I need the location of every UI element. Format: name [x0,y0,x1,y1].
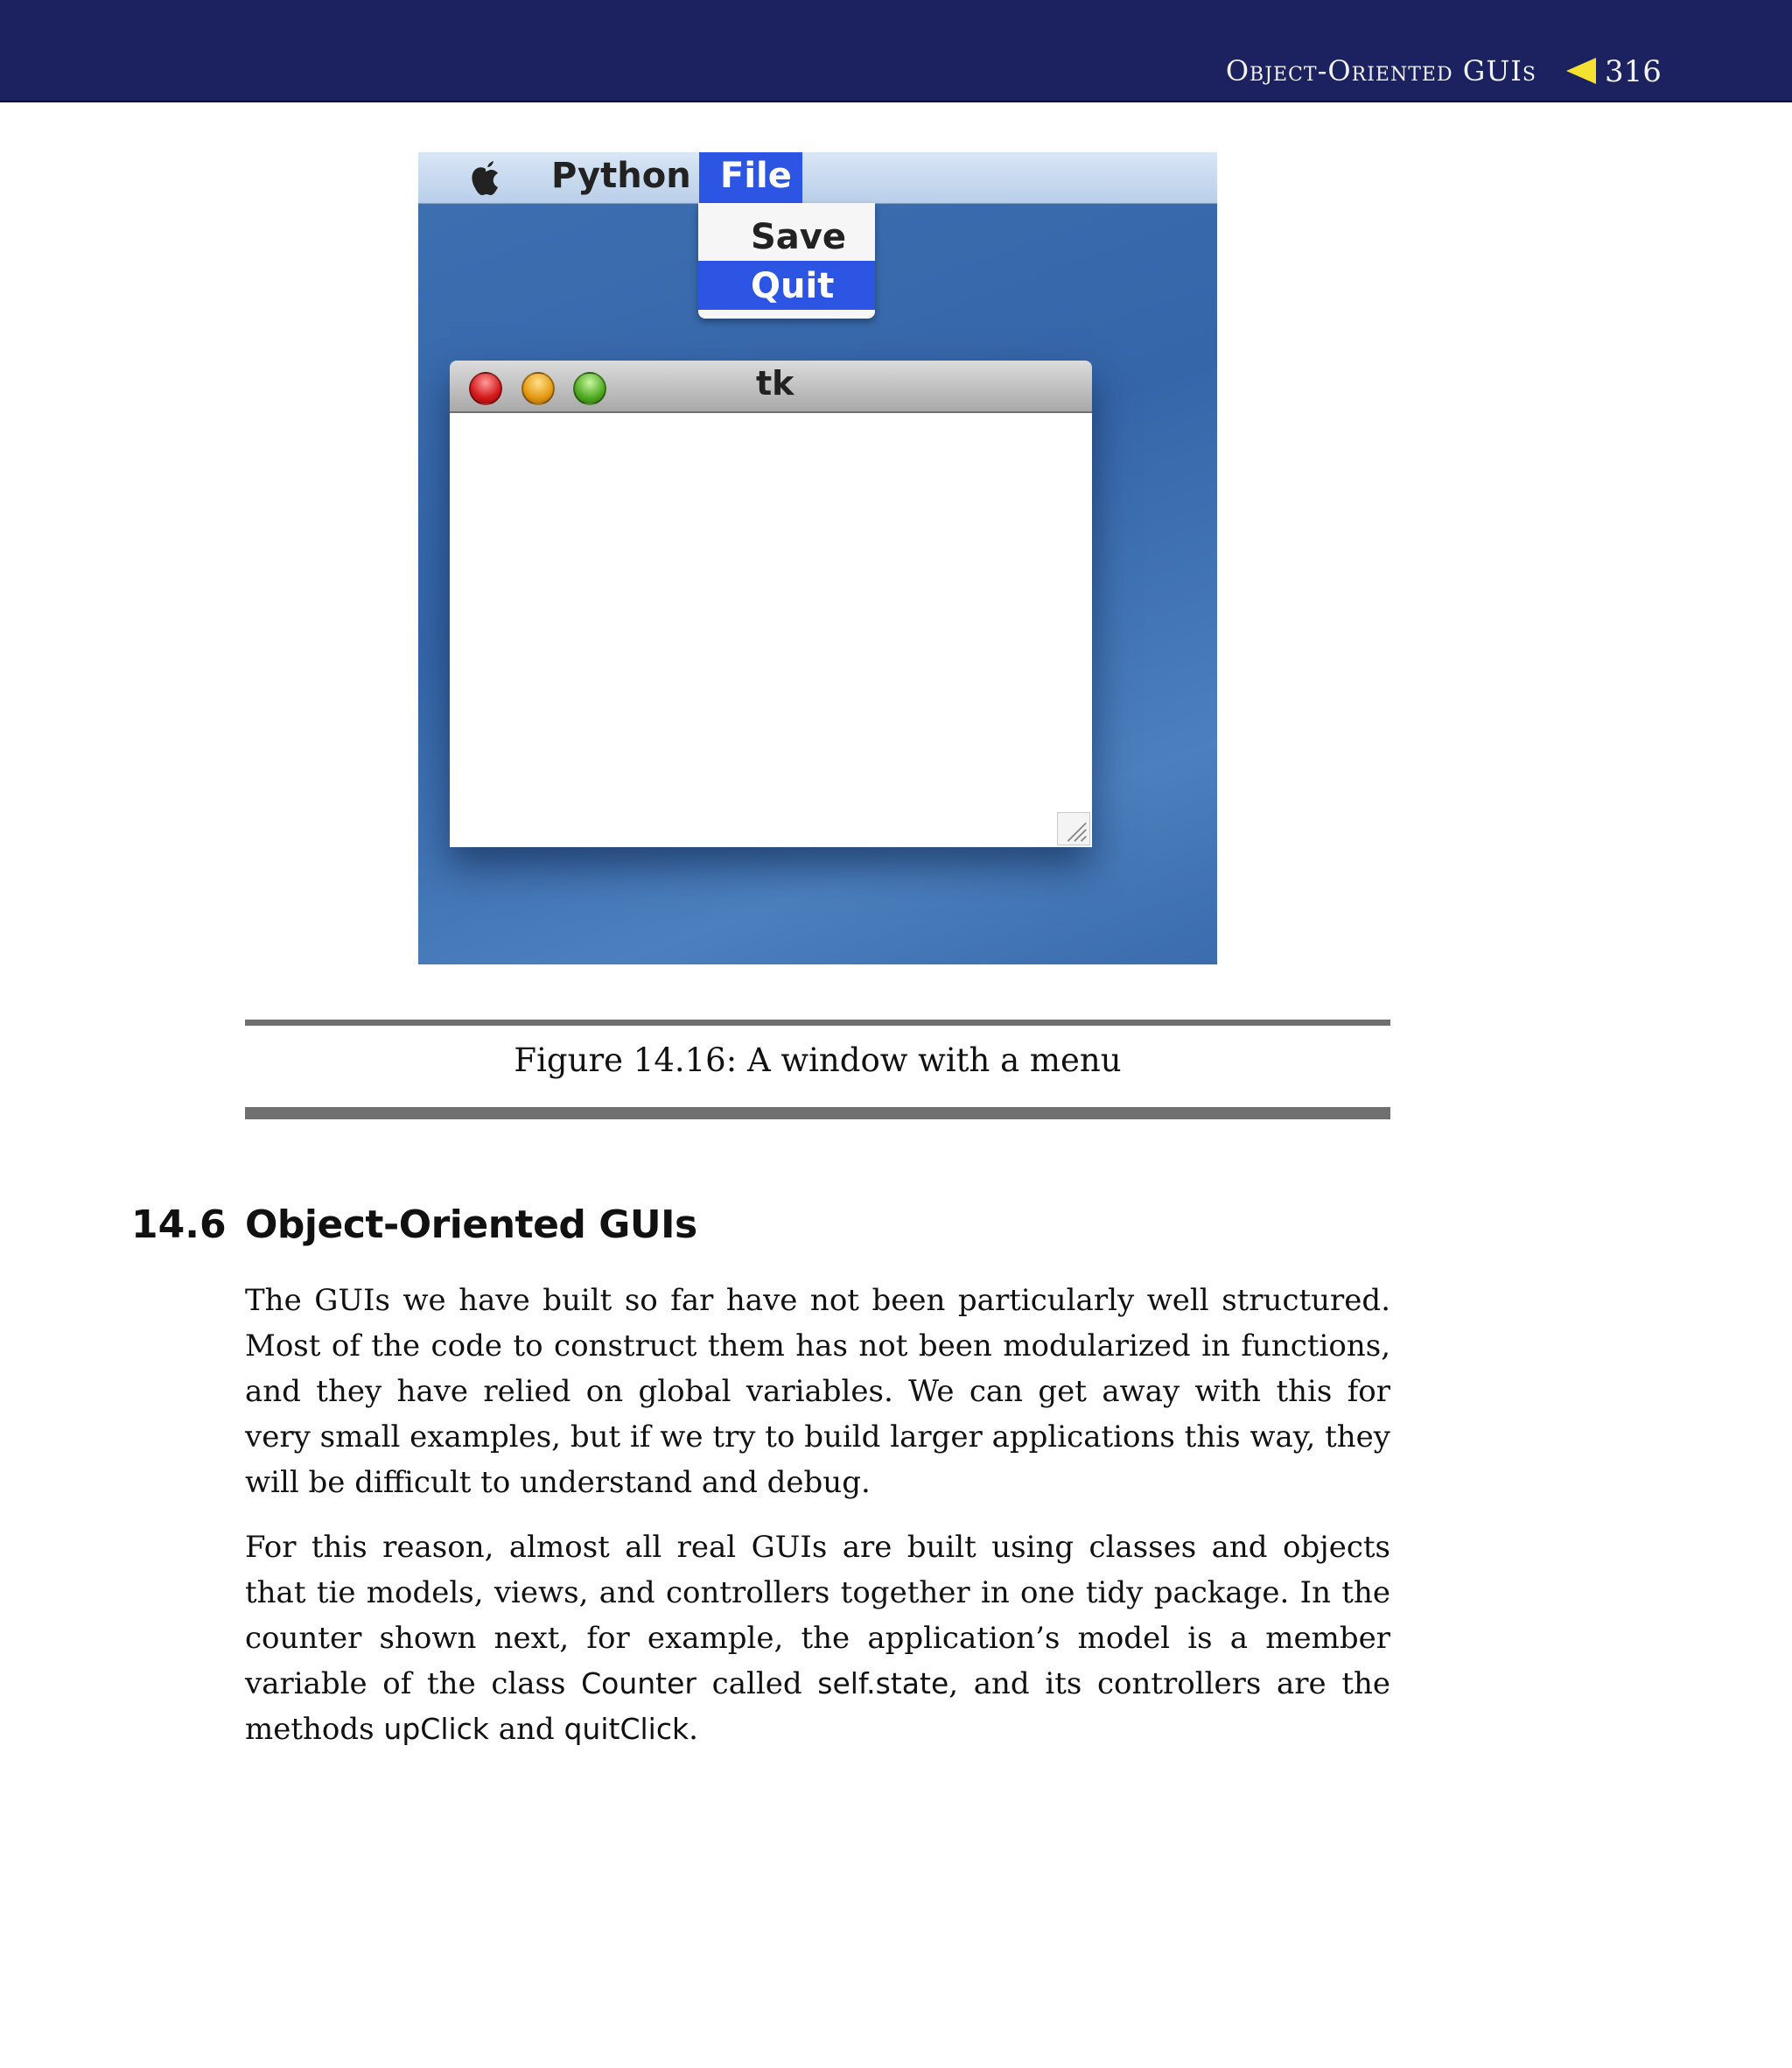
menu-item-save[interactable] [698,212,875,261]
page-number: 316 [1605,54,1662,89]
figure-caption: Figure 14.16: A window with a menu [514,1041,1122,1079]
menu-item-save-label: Save [751,217,847,257]
paragraph-2-text: , and its controllers are the methods [245,1666,1390,1747]
menu-item-quit-label: Quit [751,266,835,306]
back-arrow-icon[interactable] [1566,58,1596,84]
menu-file[interactable] [699,152,802,203]
zoom-icon[interactable] [573,372,606,405]
mac-menubar [418,152,1217,204]
section-title: Object-Oriented GUIs [245,1202,697,1247]
running-title: Object-Oriented GUIs [1225,54,1536,88]
menu-file-label: File [720,156,792,196]
apple-logo-icon [464,158,508,200]
paragraph-1: The GUIs we have built so far have not been particularly well structured. Most of the code to construct them has not been modularized in functions, and they have relied on global variables. We can get away with this for very small examples, but if we try to build larger applications this way, they will be difficult to understand and debug. [245,1283,1390,1500]
section-number: 14.6 [131,1202,227,1247]
caption-rule-top [245,1020,1390,1026]
resize-grip-icon[interactable] [1057,812,1090,845]
paragraph-2-text: and [488,1712,564,1747]
code-upclick: upClick [383,1712,489,1746]
paragraph-2 [245,1525,1390,1752]
figure-screenshot [418,152,1217,964]
code-quitclick: quitClick [564,1712,690,1746]
code-self-state: self.state [817,1666,949,1700]
window-titlebar[interactable] [450,361,1092,413]
minimize-icon[interactable] [522,372,555,405]
tk-window [450,361,1092,847]
menu-item-quit[interactable] [698,261,875,310]
close-icon[interactable] [469,372,502,405]
code-counter: Counter [581,1666,696,1700]
caption-rule-bottom [245,1107,1390,1119]
paragraph-2-text: For this reason, almost all real GUIs are built using classes and objects that tie models, views, and controllers together in one tidy package. In the counter shown next, for example, the application’s model is a member variable of the class [245,1530,1390,1701]
page-header [0,0,1792,102]
window-title: tk [756,364,794,403]
paragraph-2-text: . [689,1712,698,1747]
paragraph-2-text: called [696,1666,818,1701]
window-content [450,413,1092,847]
menu-python[interactable]: Python [551,156,691,196]
file-dropdown [698,203,875,319]
